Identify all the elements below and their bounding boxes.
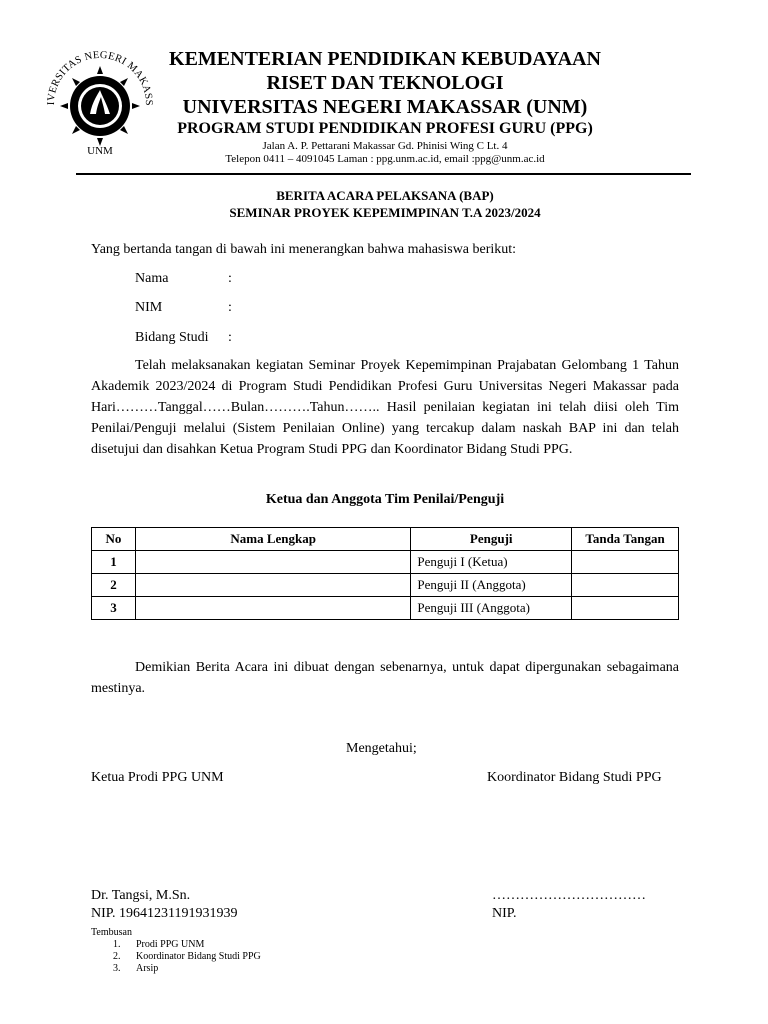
letterhead-address: Jalan A. P. Pettarani Makassar Gd. Phinisi Wing C Lt. 4	[262, 140, 508, 152]
field-colon-nama: :	[228, 271, 232, 286]
tembusan-label: Tembusan	[91, 927, 132, 938]
table-cell-tanda-tangan	[572, 574, 679, 597]
table-header-no: No	[92, 528, 136, 551]
examiner-table	[91, 527, 679, 620]
table-header-row	[92, 528, 679, 551]
letterhead-divider	[76, 173, 691, 175]
list-item-text: Arsip	[136, 963, 159, 974]
intro-text: Yang bertanda tangan di bawah ini menerangkan bahwa mahasiswa berikut:	[91, 242, 517, 257]
letterhead-contact: Telepon 0411 – 4091045 Laman : ppg.unm.ac.id, email :ppg@unm.ac.id	[225, 153, 545, 165]
left-signatory-role: Ketua Prodi PPG UNM	[91, 770, 224, 785]
table-cell-penguji: Penguji II (Anggota)	[411, 574, 572, 597]
field-colon-bidang-studi: :	[228, 330, 232, 345]
body-paragraph: Telah melaksanakan kegiatan Seminar Proyek Kepemimpinan Prajabatan Gelombang 1 Tahun Akademik 2023/2024 di Program Studi Pendidikan Profesi Guru Universitas Negeri Makassar pada Hari………Tanggal……Bulan……….Tahun…….. Hasil penilaian kegiatan ini telah diisi oleh Tim Penilai/Penguji melalui (Sistem Penilaian Online) yang tercakup dalam naskah BAP ini dan telah disetujui dan disahkan Ketua Program Studi PPG dan Koordinator Bidang Studi PPG.	[91, 358, 679, 457]
table-header-nama: Nama Lengkap	[135, 528, 410, 551]
list-item-number: 3.	[113, 963, 121, 974]
list-item-number: 2.	[113, 951, 121, 962]
table-cell-tanda-tangan	[572, 597, 679, 620]
tembusan-list	[113, 939, 261, 975]
list-item-number: 1.	[113, 939, 121, 950]
list-item-text: Prodi PPG UNM	[136, 939, 205, 950]
document-title: BERITA ACARA PELAKSANA (BAP)	[276, 188, 494, 203]
field-label-nim: NIM	[135, 300, 163, 315]
table-cell-penguji: Penguji I (Ketua)	[411, 551, 572, 574]
table-row	[92, 597, 679, 620]
logo-unm-text: UNM	[87, 145, 113, 157]
letterhead-ministry-2: RISET DAN TEKNOLOGI	[266, 72, 504, 94]
logo-ring-text: IVERSITAS NEGERI MAKASS	[45, 49, 155, 106]
list-item	[113, 951, 261, 963]
table-title: Ketua dan Anggota Tim Penilai/Penguji	[265, 492, 505, 507]
table-cell-tanda-tangan	[572, 551, 679, 574]
field-label-bidang-studi: Bidang Studi	[135, 330, 209, 345]
left-signatory-nip: NIP. 19641231191931939	[91, 906, 238, 921]
mengetahui-label: Mengetahui;	[346, 741, 417, 756]
list-item	[113, 939, 261, 951]
table-cell-nama	[135, 551, 410, 574]
table-cell-no: 3	[92, 597, 136, 620]
letterhead-university: UNIVERSITAS NEGERI MAKASSAR (UNM)	[182, 96, 588, 118]
table-cell-no: 1	[92, 551, 136, 574]
letterhead-program: PROGRAM STUDI PENDIDIKAN PROFESI GURU (PPG)	[177, 120, 593, 137]
table-cell-no: 2	[92, 574, 136, 597]
table-row	[92, 551, 679, 574]
right-signatory-role: Koordinator Bidang Studi PPG	[487, 770, 662, 785]
table-cell-nama	[135, 597, 410, 620]
table-cell-penguji: Penguji III (Anggota)	[411, 597, 572, 620]
left-signatory-name: Dr. Tangsi, M.Sn.	[91, 888, 191, 903]
list-item-text: Koordinator Bidang Studi PPG	[136, 951, 261, 962]
unm-logo-emblem-icon	[40, 42, 160, 162]
closing-paragraph: Demikian Berita Acara ini dibuat dengan sebenarnya, untuk dapat dipergunakan sebagaimana mestinya.	[91, 660, 679, 696]
field-label-nama: Nama	[135, 271, 169, 286]
unm-logo	[40, 42, 160, 162]
list-item	[113, 963, 261, 975]
document-subtitle: SEMINAR PROYEK KEPEMIMPINAN T.A 2023/2024	[229, 205, 541, 220]
right-signatory-name: ……………………………	[492, 888, 646, 903]
table-header-tanda-tangan: Tanda Tangan	[572, 528, 679, 551]
table-row	[92, 574, 679, 597]
letterhead-ministry: KEMENTERIAN PENDIDIKAN KEBUDAYAAN	[169, 48, 601, 70]
table-header-penguji: Penguji	[411, 528, 572, 551]
table-cell-nama	[135, 574, 410, 597]
right-signatory-nip: NIP.	[492, 906, 517, 921]
field-colon-nim: :	[228, 300, 232, 315]
